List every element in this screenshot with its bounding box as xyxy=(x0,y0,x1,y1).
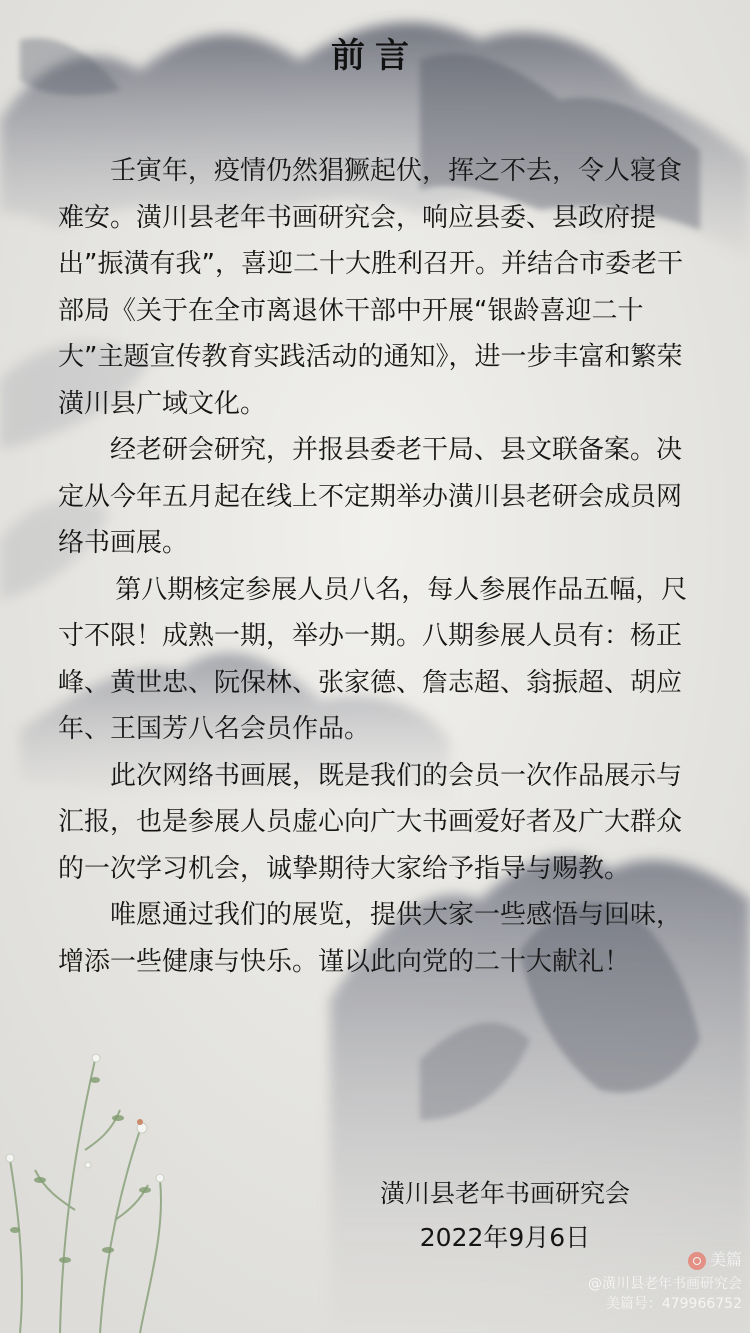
paragraph: 此次网络书画展，既是我们的会员一次作品展示与汇报，也是参展人员虚心向广大书画爱好者及广大群众的一次学习机会，诚挚期待大家给予指导与赐教。 xyxy=(58,760,683,884)
paragraph: 壬寅年，疫情仍然猖獗起伏，挥之不去，令人寝食难安。潢川县老年书画研究会，响应县委、县政府提出”振潢有我”，喜迎二十大胜利召开。并结合市委老干部局《关于在全市离退休干部中开展“银龄喜迎二十大”主题宣传教育实践活动的通知》，进一步丰富和繁荣潢川县广域文化。 xyxy=(58,156,683,419)
meipian-watermark xyxy=(588,1250,742,1314)
meipian-logo-icon xyxy=(688,1252,706,1270)
paragraph: 唯愿通过我们的展览，提供大家一些感悟与回味，增添一些健康与快乐。谨以此向党的二十大献礼！ xyxy=(58,900,683,977)
page-title: 前言 xyxy=(331,36,419,76)
watermark-author: @潢川县老年书画研究会 xyxy=(588,1276,742,1292)
preface-body xyxy=(58,148,704,985)
signature-org: 潢川县老年书画研究会 xyxy=(379,1179,630,1208)
signature-date: 2022年9月6日 xyxy=(419,1223,591,1252)
watermark-brand-label: 美篇 xyxy=(709,1250,742,1269)
watermark-brand xyxy=(588,1250,742,1270)
watermark-id: 美篇号：479966752 xyxy=(605,1296,742,1312)
paragraph: 第八期核定参展人员八名，每人参展作品五幅，尺寸不限！成熟一期，举办一期。八期参展人员有：杨正峰、黄世忠、阮保林、张家德、詹志超、翁振超、胡应年、王国芳八名会员作品。 xyxy=(58,574,688,744)
signature-block xyxy=(330,1172,680,1260)
paragraph: 经老研会研究，并报县委老干局、县文联备案。决定从今年五月起在线上不定期举办潢川县老研会成员网络书画展。 xyxy=(58,435,683,558)
